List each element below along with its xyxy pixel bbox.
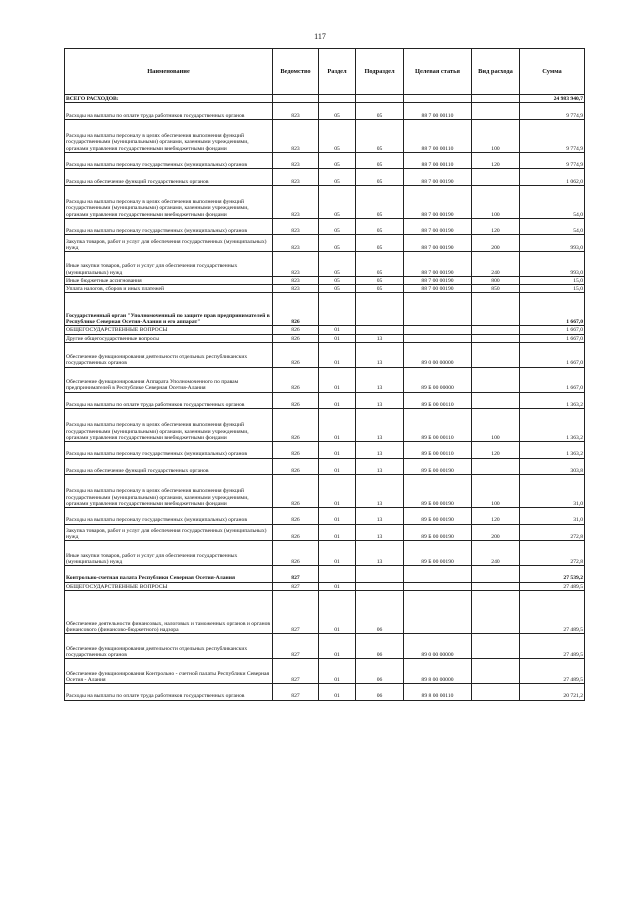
table-row bbox=[65, 524, 585, 541]
row-department-cell: 823 bbox=[273, 285, 319, 293]
header-name: Наименование bbox=[65, 49, 273, 95]
row-amount-cell: 1 062,0 bbox=[520, 169, 585, 186]
row-name-cell: Расходы на выплаты персоналу государственных (муниципальных) органов bbox=[65, 442, 273, 459]
row-name-cell: Обеспечение функционирования Контрольно - счетной палаты Республики Северная Осетия - Алания bbox=[65, 659, 273, 684]
table-row bbox=[65, 103, 585, 120]
row-department-cell: 823 bbox=[273, 276, 319, 284]
row-name-cell: Закупка товаров, работ и услуг для обеспечения государственных (муниципальных) нужд bbox=[65, 524, 273, 541]
row-expense-type-cell: 120 bbox=[472, 152, 520, 169]
row-target-item-cell bbox=[404, 590, 472, 634]
row-name-cell: ВСЕГО РАСХОДОВ: bbox=[65, 95, 273, 103]
row-name-cell: Обеспечение деятельности финансовых, налоговых и таможенных органов и органов финансового (финансово-бюджетного) надзора bbox=[65, 590, 273, 634]
row-expense-type-cell bbox=[472, 367, 520, 392]
row-section-cell: 01 bbox=[319, 475, 356, 508]
row-department-cell: 826 bbox=[273, 508, 319, 525]
row-amount-cell: 1 667,0 bbox=[520, 293, 585, 326]
row-department-cell: 826 bbox=[273, 458, 319, 475]
row-name-cell: Расходы на выплаты по оплате труда работников государственных органов bbox=[65, 392, 273, 409]
table-row bbox=[65, 235, 585, 252]
row-name-cell: Другие общегосударственные вопросы bbox=[65, 334, 273, 342]
row-amount-cell: 54,0 bbox=[520, 218, 585, 235]
row-department-cell: 827 bbox=[273, 590, 319, 634]
row-section-cell: 01 bbox=[319, 524, 356, 541]
row-department-cell: 823 bbox=[273, 103, 319, 120]
row-department-cell: 823 bbox=[273, 119, 319, 152]
row-target-item-cell: 88 7 00 00190 bbox=[404, 252, 472, 277]
row-name-cell: Расходы на обеспечение функций государственных органов bbox=[65, 458, 273, 475]
row-expense-type-cell bbox=[472, 684, 520, 701]
table-row bbox=[65, 409, 585, 442]
table-row bbox=[65, 334, 585, 342]
row-department-cell bbox=[273, 95, 319, 103]
page-number: 117 bbox=[314, 32, 326, 41]
header-department: Ведомство bbox=[273, 49, 319, 95]
row-amount-cell: 54,0 bbox=[520, 185, 585, 218]
row-subsection-cell: 13 bbox=[356, 475, 404, 508]
row-amount-cell: 1 667,0 bbox=[520, 367, 585, 392]
row-section-cell: 05 bbox=[319, 285, 356, 293]
row-amount-cell: 24 983 940,7 bbox=[520, 95, 585, 103]
row-target-item-cell: 89 0 00 00000 bbox=[404, 342, 472, 367]
table-row bbox=[65, 152, 585, 169]
row-name-cell: Расходы на выплаты персоналу в целях обеспечения выполнения функций государственными (муниципальными) органами, казенными учреждениями, органами управления государственными внебюджетными фондами bbox=[65, 185, 273, 218]
row-target-item-cell: 89 Б 00 00110 bbox=[404, 392, 472, 409]
table-row bbox=[65, 342, 585, 367]
row-amount-cell: 31,0 bbox=[520, 475, 585, 508]
row-target-item-cell bbox=[404, 334, 472, 342]
table-row bbox=[65, 252, 585, 277]
row-expense-type-cell bbox=[472, 566, 520, 583]
row-expense-type-cell bbox=[472, 95, 520, 103]
row-subsection-cell: 06 bbox=[356, 634, 404, 659]
row-amount-cell: 9 774,9 bbox=[520, 119, 585, 152]
row-amount-cell: 272,8 bbox=[520, 524, 585, 541]
row-subsection-cell: 05 bbox=[356, 185, 404, 218]
row-amount-cell: 1 667,0 bbox=[520, 334, 585, 342]
row-subsection-cell: 05 bbox=[356, 119, 404, 152]
row-target-item-cell: 88 7 00 00190 bbox=[404, 276, 472, 284]
table-row bbox=[65, 590, 585, 634]
row-expense-type-cell bbox=[472, 169, 520, 186]
row-name-cell: Расходы на выплаты по оплате труда работников государственных органов bbox=[65, 684, 273, 701]
row-section-cell: 01 bbox=[319, 342, 356, 367]
row-section-cell bbox=[319, 95, 356, 103]
table-row bbox=[65, 582, 585, 590]
row-subsection-cell: 06 bbox=[356, 684, 404, 701]
row-amount-cell: 1 363,2 bbox=[520, 442, 585, 459]
row-department-cell: 827 bbox=[273, 582, 319, 590]
row-section-cell: 05 bbox=[319, 169, 356, 186]
table-row bbox=[65, 392, 585, 409]
row-section-cell: 01 bbox=[319, 508, 356, 525]
row-section-cell bbox=[319, 566, 356, 583]
row-name-cell: Закупка товаров, работ и услуг для обеспечения государственных (муниципальных) нужд bbox=[65, 235, 273, 252]
row-section-cell: 01 bbox=[319, 634, 356, 659]
table-row bbox=[65, 326, 585, 334]
row-target-item-cell: 89 Б 00 00190 bbox=[404, 475, 472, 508]
row-target-item-cell: 89 8 00 00110 bbox=[404, 684, 472, 701]
row-department-cell: 823 bbox=[273, 252, 319, 277]
row-department-cell: 827 bbox=[273, 684, 319, 701]
row-section-cell: 01 bbox=[319, 326, 356, 334]
row-expense-type-cell: 200 bbox=[472, 524, 520, 541]
row-amount-cell: 27 489,5 bbox=[520, 634, 585, 659]
row-name-cell: Расходы на выплаты персоналу государственных (муниципальных) органов bbox=[65, 218, 273, 235]
row-subsection-cell: 13 bbox=[356, 524, 404, 541]
row-name-cell: Иные закупки товаров, работ и услуг для обеспечения государственных (муниципальных) нужд bbox=[65, 541, 273, 566]
row-department-cell: 826 bbox=[273, 475, 319, 508]
row-expense-type-cell bbox=[472, 590, 520, 634]
row-department-cell: 823 bbox=[273, 185, 319, 218]
row-target-item-cell: 89 8 00 00000 bbox=[404, 659, 472, 684]
table-row bbox=[65, 276, 585, 284]
row-target-item-cell bbox=[404, 566, 472, 583]
row-subsection-cell: 13 bbox=[356, 334, 404, 342]
row-section-cell: 01 bbox=[319, 659, 356, 684]
row-amount-cell: 272,8 bbox=[520, 541, 585, 566]
row-section-cell: 05 bbox=[319, 235, 356, 252]
row-section-cell: 01 bbox=[319, 442, 356, 459]
row-name-cell: Обеспечение функционирования деятельности отдельных республиканских государственных органов bbox=[65, 342, 273, 367]
row-name-cell: Обеспечение функционирования деятельности отдельных республиканских государственных органов bbox=[65, 634, 273, 659]
table-row bbox=[65, 566, 585, 583]
row-section-cell: 05 bbox=[319, 152, 356, 169]
table-row bbox=[65, 684, 585, 701]
row-section-cell: 05 bbox=[319, 218, 356, 235]
table-row bbox=[65, 541, 585, 566]
row-department-cell: 826 bbox=[273, 367, 319, 392]
row-expense-type-cell bbox=[472, 293, 520, 326]
row-department-cell: 827 bbox=[273, 659, 319, 684]
row-expense-type-cell bbox=[472, 392, 520, 409]
row-section-cell bbox=[319, 293, 356, 326]
row-target-item-cell bbox=[404, 293, 472, 326]
row-target-item-cell: 88 7 00 00190 bbox=[404, 218, 472, 235]
header-subsection: Подраздел bbox=[356, 49, 404, 95]
row-department-cell: 826 bbox=[273, 293, 319, 326]
row-section-cell: 01 bbox=[319, 541, 356, 566]
table-body bbox=[65, 95, 585, 701]
row-subsection-cell: 13 bbox=[356, 367, 404, 392]
row-subsection-cell bbox=[356, 566, 404, 583]
row-section-cell: 05 bbox=[319, 185, 356, 218]
table-row bbox=[65, 442, 585, 459]
row-name-cell: Расходы на выплаты персоналу в целях обеспечения выполнения функций государственными (муниципальными) органами, казенными учреждениями, органами управления государственными внебюджетными фондами bbox=[65, 119, 273, 152]
row-expense-type-cell: 100 bbox=[472, 475, 520, 508]
row-section-cell: 05 bbox=[319, 252, 356, 277]
row-expense-type-cell bbox=[472, 334, 520, 342]
table-header-row bbox=[65, 49, 585, 95]
row-target-item-cell bbox=[404, 326, 472, 334]
row-name-cell: Иные закупки товаров, работ и услуг для обеспечения государственных (муниципальных) нужд bbox=[65, 252, 273, 277]
row-subsection-cell bbox=[356, 95, 404, 103]
row-expense-type-cell bbox=[472, 458, 520, 475]
row-subsection-cell bbox=[356, 582, 404, 590]
row-section-cell: 01 bbox=[319, 367, 356, 392]
row-expense-type-cell: 100 bbox=[472, 409, 520, 442]
row-expense-type-cell bbox=[472, 326, 520, 334]
row-target-item-cell: 88 7 00 00190 bbox=[404, 235, 472, 252]
row-department-cell: 823 bbox=[273, 169, 319, 186]
row-target-item-cell: 89 Б 00 00190 bbox=[404, 458, 472, 475]
row-department-cell: 826 bbox=[273, 541, 319, 566]
row-expense-type-cell: 120 bbox=[472, 442, 520, 459]
row-subsection-cell: 05 bbox=[356, 169, 404, 186]
row-department-cell: 826 bbox=[273, 409, 319, 442]
row-subsection-cell: 05 bbox=[356, 285, 404, 293]
row-name-cell: ОБЩЕГОСУДАРСТВЕННЫЕ ВОПРОСЫ bbox=[65, 326, 273, 334]
row-amount-cell: 993,0 bbox=[520, 252, 585, 277]
table-row bbox=[65, 285, 585, 293]
row-expense-type-cell: 850 bbox=[472, 285, 520, 293]
row-expense-type-cell: 120 bbox=[472, 218, 520, 235]
row-name-cell: Расходы на выплаты персоналу в целях обеспечения выполнения функций государственными (муниципальными) органами, казенными учреждениями, органами управления государственными внебюджетными фондами bbox=[65, 475, 273, 508]
row-name-cell: Уплата налогов, сборов и иных платежей bbox=[65, 285, 273, 293]
row-subsection-cell: 13 bbox=[356, 342, 404, 367]
row-subsection-cell: 05 bbox=[356, 218, 404, 235]
table-row bbox=[65, 185, 585, 218]
row-target-item-cell: 89 Б 00 00110 bbox=[404, 409, 472, 442]
row-subsection-cell: 05 bbox=[356, 235, 404, 252]
row-amount-cell: 15,0 bbox=[520, 276, 585, 284]
row-name-cell: Контрольно-счетная палата Республики Северная Осетия-Алания bbox=[65, 566, 273, 583]
table-row bbox=[65, 634, 585, 659]
row-expense-type-cell: 240 bbox=[472, 541, 520, 566]
row-target-item-cell bbox=[404, 95, 472, 103]
row-amount-cell: 9 774,9 bbox=[520, 152, 585, 169]
row-subsection-cell: 06 bbox=[356, 659, 404, 684]
row-subsection-cell: 05 bbox=[356, 276, 404, 284]
row-expense-type-cell bbox=[472, 634, 520, 659]
header-expense-type: Вид расхода bbox=[472, 49, 520, 95]
row-subsection-cell bbox=[356, 326, 404, 334]
table-row bbox=[65, 119, 585, 152]
row-amount-cell: 9 774,9 bbox=[520, 103, 585, 120]
header-section: Раздел bbox=[319, 49, 356, 95]
row-department-cell: 826 bbox=[273, 342, 319, 367]
row-subsection-cell: 13 bbox=[356, 508, 404, 525]
row-target-item-cell: 88 7 00 00190 bbox=[404, 285, 472, 293]
row-section-cell: 01 bbox=[319, 334, 356, 342]
row-expense-type-cell bbox=[472, 659, 520, 684]
row-expense-type-cell bbox=[472, 582, 520, 590]
table-row bbox=[65, 95, 585, 103]
row-expense-type-cell: 120 bbox=[472, 508, 520, 525]
row-subsection-cell: 13 bbox=[356, 409, 404, 442]
row-target-item-cell: 89 0 00 00000 bbox=[404, 634, 472, 659]
table-row bbox=[65, 659, 585, 684]
row-target-item-cell: 89 Б 00 00190 bbox=[404, 524, 472, 541]
row-section-cell: 01 bbox=[319, 458, 356, 475]
row-subsection-cell: 13 bbox=[356, 442, 404, 459]
row-expense-type-cell: 240 bbox=[472, 252, 520, 277]
table-row bbox=[65, 367, 585, 392]
row-section-cell: 05 bbox=[319, 119, 356, 152]
table-row bbox=[65, 475, 585, 508]
row-amount-cell: 20 721,2 bbox=[520, 684, 585, 701]
row-expense-type-cell: 200 bbox=[472, 235, 520, 252]
table-row bbox=[65, 218, 585, 235]
row-name-cell: Расходы на обеспечение функций государственных органов bbox=[65, 169, 273, 186]
row-target-item-cell: 88 7 00 00190 bbox=[404, 169, 472, 186]
row-subsection-cell: 13 bbox=[356, 458, 404, 475]
row-subsection-cell: 05 bbox=[356, 103, 404, 120]
row-amount-cell: 31,0 bbox=[520, 508, 585, 525]
row-department-cell: 823 bbox=[273, 218, 319, 235]
row-amount-cell: 993,0 bbox=[520, 235, 585, 252]
row-department-cell: 823 bbox=[273, 152, 319, 169]
row-target-item-cell: 88 7 00 00190 bbox=[404, 185, 472, 218]
budget-table bbox=[64, 48, 585, 701]
row-department-cell: 826 bbox=[273, 326, 319, 334]
row-department-cell: 826 bbox=[273, 442, 319, 459]
row-target-item-cell: 89 Б 00 00000 bbox=[404, 367, 472, 392]
row-subsection-cell: 13 bbox=[356, 541, 404, 566]
row-section-cell: 01 bbox=[319, 684, 356, 701]
row-amount-cell: 15,0 bbox=[520, 285, 585, 293]
row-name-cell: Расходы на выплаты по оплате труда работников государственных органов bbox=[65, 103, 273, 120]
row-amount-cell: 1 363,2 bbox=[520, 409, 585, 442]
row-subsection-cell bbox=[356, 293, 404, 326]
row-section-cell: 05 bbox=[319, 103, 356, 120]
row-department-cell: 826 bbox=[273, 334, 319, 342]
row-section-cell: 01 bbox=[319, 409, 356, 442]
row-amount-cell: 27 489,5 bbox=[520, 659, 585, 684]
row-name-cell: Расходы на выплаты персоналу государственных (муниципальных) органов bbox=[65, 152, 273, 169]
row-amount-cell: 27 489,5 bbox=[520, 582, 585, 590]
row-name-cell: Обеспечение функционирования Аппарата Уполномоченного по правам предпринимателей в Республике Северная Осетия-Алания bbox=[65, 367, 273, 392]
row-department-cell: 827 bbox=[273, 634, 319, 659]
row-target-item-cell: 88 7 00 00110 bbox=[404, 103, 472, 120]
row-department-cell: 823 bbox=[273, 235, 319, 252]
row-amount-cell: 1 667,0 bbox=[520, 326, 585, 334]
row-amount-cell: 27 489,5 bbox=[520, 590, 585, 634]
row-department-cell: 826 bbox=[273, 392, 319, 409]
row-name-cell: Расходы на выплаты персоналу в целях обеспечения выполнения функций государственными (муниципальными) органами, казенными учреждениями, органами управления государственными внебюджетными фондами bbox=[65, 409, 273, 442]
table-row bbox=[65, 293, 585, 326]
row-department-cell: 826 bbox=[273, 524, 319, 541]
row-amount-cell: 1 363,2 bbox=[520, 392, 585, 409]
row-section-cell: 01 bbox=[319, 392, 356, 409]
row-section-cell: 01 bbox=[319, 590, 356, 634]
header-target-item: Целевая статья bbox=[404, 49, 472, 95]
row-amount-cell: 303,8 bbox=[520, 458, 585, 475]
row-section-cell: 01 bbox=[319, 582, 356, 590]
row-subsection-cell: 05 bbox=[356, 252, 404, 277]
row-section-cell: 05 bbox=[319, 276, 356, 284]
row-target-item-cell: 89 Б 00 00190 bbox=[404, 541, 472, 566]
row-expense-type-cell: 100 bbox=[472, 185, 520, 218]
row-expense-type-cell bbox=[472, 103, 520, 120]
table-row bbox=[65, 169, 585, 186]
row-target-item-cell: 89 Б 00 00190 bbox=[404, 508, 472, 525]
row-amount-cell: 1 667,0 bbox=[520, 342, 585, 367]
row-name-cell: ОБЩЕГОСУДАРСТВЕННЫЕ ВОПРОСЫ bbox=[65, 582, 273, 590]
row-name-cell: Государственный орган "Уполномоченный по защите прав предпринимателей в Республике Северная Осетия-Алания и его аппарат" bbox=[65, 293, 273, 326]
row-expense-type-cell: 800 bbox=[472, 276, 520, 284]
row-subsection-cell: 13 bbox=[356, 392, 404, 409]
row-target-item-cell: 88 7 00 00110 bbox=[404, 119, 472, 152]
row-target-item-cell: 88 7 00 00110 bbox=[404, 152, 472, 169]
row-subsection-cell: 05 bbox=[356, 152, 404, 169]
table-row bbox=[65, 508, 585, 525]
row-name-cell: Расходы на выплаты персоналу государственных (муниципальных) органов bbox=[65, 508, 273, 525]
row-expense-type-cell: 100 bbox=[472, 119, 520, 152]
row-target-item-cell: 89 Б 00 00110 bbox=[404, 442, 472, 459]
row-subsection-cell: 06 bbox=[356, 590, 404, 634]
row-name-cell: Иные бюджетные ассигнования bbox=[65, 276, 273, 284]
table-row bbox=[65, 458, 585, 475]
row-target-item-cell bbox=[404, 582, 472, 590]
row-amount-cell: 27 539,2 bbox=[520, 566, 585, 583]
row-department-cell: 827 bbox=[273, 566, 319, 583]
row-expense-type-cell bbox=[472, 342, 520, 367]
header-amount: Сумма bbox=[520, 49, 585, 95]
